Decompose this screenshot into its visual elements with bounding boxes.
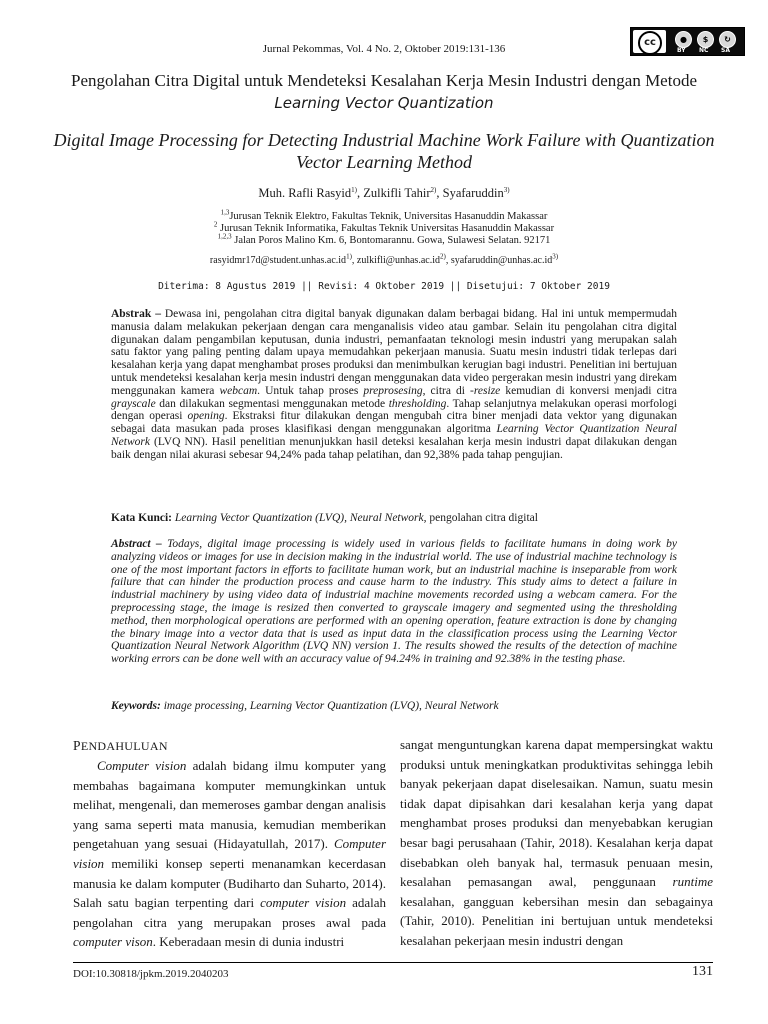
cc-logo-icon: cc [633,30,666,53]
page-number: 131 [692,964,713,979]
journal-citation: Jurnal Pekommas, Vol. 4 No. 2, Oktober 2019:131-136 [262,43,506,55]
license-nc-label: NC [699,47,709,54]
abstract-indonesian: Abstrak – Dewasa ini, pengolahan citra digital banyak digunakan dalam berbagai bidang. Hal ini untuk mempermudah manusia dalam melakukan pekerjaan dengan cara menganalisis video atau gambar. Selain itu pengolahan citra digital digunakan dalam pengambilan keputusan, dunia industri, pemanfaatan teknologi mesin industri yang merupakan salah satu faktor yang paling penting dalam upaya memudahkan pekerjaan manusia. Suatu mesin industri tidak terlepas dari kesalahan kerja yang dapat menghambat proses produksi dan menimbulkan kerugian bagi industri. Penelitian ini bertujuan untuk mendeteksi kesalahan kerja mesin industri dengan menggunakan data video pergerakan mesin industri yang direkam menggunakan kamera webcam. Untuk tahap proses preprosesing, citra di -resize kemudian di konversi menjadi citra grayscale dan dilakukan segmentasi menggunakan metode thresholding. Tahap selanjutnya melakukan operasi morfologi dengan operasi opening. Ekstraksi fitur dilakukan dengan mengubah citra biner menjadi data vektor yang digunakan sebagai data masukan pada proses klasifikasi dengan menggunakan algoritma Learning Vector Quantization Neural Network (LVQ NN). Hasil penelitian menunjukkan hasil deteksi kesalahan kerja mesin industri dapat dilakukan dengan baik dengan nilai akurasi sebesar 94,24% pada tahap pelatihan, dan 92,38% pada tahap pengujian. [111,308,678,461]
by-person-icon: ● [675,31,692,48]
author-name: Zulkifli Tahir [363,186,431,200]
abstract-english: Abstract – Todays, digital image processing is widely used in various fields to facilitate humans in doing work by analyzing videos or images for use in decision making in the industrial world. The use of industrial machine technology is one of the most important factors in efforts to facilitate human work, but an industrial machine is inseparable from work failure that can hinder the production process and cause harm to the industry. This study aims to detect a failure in industrial machinery by using video data of industrial machine movements recorded using a webcam camera. For the preprocessing stage, the image is resized then converted to grayscale imagery and segmented using the thresholding method, then morphological operations are performed with an opening operation, feature extraction is done by changing the binary image into a vector data that is used as input data in the classification process using the Learning Vector Quantization Neural Network Algorithm (LVQ NN) version 1. The results showed the results of the detection of machine working errors can be done well with an accuracy value of 94.24% in training and 92.38% in the testing phase. [111,538,677,666]
cc-license-badge [630,27,745,56]
author-emails: $rasyidmr17d@student.unhas.ac.id^{1)}$, $zulkifli@unhas.ac.id^{2)}$, $syafaruddin@unhas.ac.id^{3)}$ [209,252,559,266]
title-method: Learning Vector Quantization [274,94,494,112]
sa-share-icon: ↻ [719,31,736,48]
affiliation-line: $^{1,2,3}$ Jalan Poros Malino Km. 6, Bontomarannu. Gowa, Sulawesi Selatan. 92171 [217,232,551,246]
nc-dollar-icon: $ [697,31,714,48]
body-column-left: Computer vision adalah bidang ilmu komputer yang membahas bagaimana komputer memungkinkan untuk melihat, mengenali, dan memeroses gambar dengan analisis yang sama seperti mata manusia, kemudian memberikan pengetahuan yang sesuai (Hidayatullah, 2017). Computer vision memiliki konsep seperti menanamkan kecerdasan manusia ke dalam komputer (Budiharto dan Suharto, 2014). Salah satu bagian terpenting dari computer vision adalah pengolahan citra yang merupakan proses awal pada computer vison. Keberadaan mesin di dunia industri [73,758,387,950]
license-sa-label: SA [721,47,730,54]
author-name: Syafaruddin [442,186,504,200]
title-english: Digital Image Processing for Detecting Industrial Machine Work Failure with Quantization Vector Learning Method [53,130,715,172]
affiliation-line: $^2$ Jurusan Teknik Informatika, Fakultas Teknik Universitas Hasanuddin Makassar [213,220,555,234]
footer-divider [73,962,713,963]
submission-dates: Diterima: 8 Agustus 2019 || Revisi: 4 Oktober 2019 || Disetujui: 7 Oktober 2019 [158,281,610,292]
license-by-label: BY [677,47,686,54]
author-list: Muh. Rafli Rasyid$^{1)}$, Zulkifli Tahir$^{2)}$, Syafaruddin$^{3)}$ [258,185,510,200]
affiliation-line: $^{1,3}$Jurusan Teknik Elektro, Fakultas Teknik, Universitas Hasanuddin Makassar [220,208,548,222]
author-name: Muh. Rafli Rasyid [258,186,352,200]
keywords-english: Keywords: image processing, Learning Vector Quantization (LVQ), Neural Network [111,700,499,712]
body-column-right: sangat menguntungkan karena dapat mempersingkat waktu produksi untuk meningkatkan produktivitas sehingga lebih banyak pekerjaan dapat diselesaikan. Namun, suatu mesin tidak dapat dipisahkan dari kesalahan kerja yang dapat menghambat proses produksi dan menyebabkan kerugian besar bagi perusahaan (Tahir, 2018). Kesalahan kerja dapat disebabkan oleh banyak hal, termasuk penuaan mesin, kesalahan pemasangan awal, penggunaan runtime kesalahan, gangguan kebersihan mesin dan sebagainya (Tahir, 2010). Penelitian ini bertujuan untuk mendeteksi kesalahan pekerjaan mesin industri dengan [400,737,713,948]
doi-text: DOI:10.30818/jpkm.2019.2040203 [73,968,229,980]
title-indonesian: Pengolahan Citra Digital untuk Mendeteksi Kesalahan Kerja Mesin Industri dengan Metode Learning Vector Quantization [70,71,697,112]
keywords-indonesian: Kata Kunci: Learning Vector Quantization (LVQ), Neural Network, pengolahan citra digital [111,512,538,524]
section-heading: PENDAHULUAN [73,738,168,753]
